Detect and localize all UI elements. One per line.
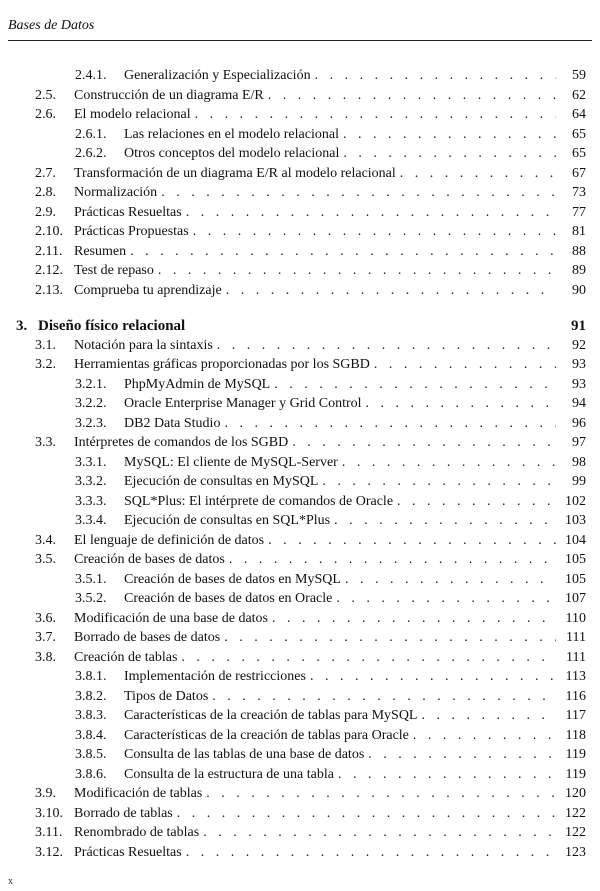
toc-entry-page: 111: [566, 650, 586, 665]
toc-entry: [35, 185, 586, 201]
toc-entry-number: 3.8.1.: [75, 669, 107, 684]
toc-entry-number: 3.4.: [35, 533, 56, 548]
toc-leader-dots: [274, 377, 556, 393]
toc-leader-dots: [374, 357, 556, 373]
toc-entry-number: 3.2.1.: [75, 377, 107, 392]
toc-entry: [35, 650, 586, 666]
toc-entry-title: Características de la creación de tablas para MySQL: [124, 708, 418, 723]
toc-entry-title: Creación de bases de datos en MySQL: [124, 572, 341, 587]
toc-leader-dots: [186, 845, 556, 861]
toc-entry: [35, 825, 586, 841]
toc-entry-number: 3.2.: [35, 357, 56, 372]
toc-entry-page: 118: [565, 728, 586, 743]
toc-entry-page: 98: [572, 455, 586, 470]
toc-entry-number: 3.6.: [35, 611, 56, 626]
page-footer-mark: x: [8, 876, 13, 887]
toc-entry-number: 3.3.: [35, 435, 56, 450]
toc-entry-page: 120: [565, 786, 586, 801]
toc-entry-page: 117: [565, 708, 586, 723]
toc-leader-dots: [338, 767, 556, 783]
toc-leader-dots: [226, 283, 556, 299]
toc-entry-page: 119: [565, 747, 586, 762]
toc-entry-page: 116: [565, 689, 586, 704]
toc-entry-page: 122: [565, 806, 586, 821]
toc-entry: [75, 767, 586, 783]
toc-entry-number: 2.8.: [35, 185, 56, 200]
toc-leader-dots: [195, 107, 556, 123]
toc-entry: [75, 669, 586, 685]
toc-entry-number: 3.3.1.: [75, 455, 107, 470]
toc-entry-title: Las relaciones en el modelo relacional: [124, 127, 339, 142]
toc-entry-page: 81: [572, 224, 586, 239]
toc-entry-title: Consulta de las tablas de una base de datos: [124, 747, 365, 762]
toc-leader-dots: [217, 338, 556, 354]
toc-leader-dots: [315, 68, 556, 84]
toc-entry-page: 99: [572, 474, 586, 489]
toc-leader-dots: [186, 205, 556, 221]
toc-entry-title: Ejecución de consultas en SQL*Plus: [124, 513, 331, 528]
toc-entry-title: El lenguaje de definición de datos: [74, 533, 265, 548]
toc-entry: [35, 786, 586, 802]
toc-entry: [75, 416, 586, 432]
toc-entry-number: 2.7.: [35, 166, 56, 181]
toc-leader-dots: [203, 825, 556, 841]
toc-entry-page: 93: [572, 377, 586, 392]
toc-entry-title: Creación de tablas: [74, 650, 178, 665]
toc-entry: [75, 377, 586, 393]
toc-entry-number: 3.9.: [35, 786, 56, 801]
toc-leader-dots: [206, 786, 556, 802]
toc-entry-title: Borrado de bases de datos: [74, 630, 221, 645]
toc-entry-page: 67: [572, 166, 586, 181]
toc-entry-page: 105: [565, 572, 586, 587]
toc-leader-dots: [366, 396, 556, 412]
toc-entry-number: 3.8.6.: [75, 767, 107, 782]
toc-entry-number: 3.8.: [35, 650, 56, 665]
toc-entry: [35, 283, 586, 299]
toc-entry-title: Modificación de tablas: [74, 786, 203, 801]
toc-entry-number: 3.5.2.: [75, 591, 107, 606]
toc-entry-title: Borrado de tablas: [74, 806, 173, 821]
toc-leader-dots: [336, 591, 556, 607]
toc-entry-number: 3.10.: [35, 806, 63, 821]
toc-entry-page: 94: [572, 396, 586, 411]
toc-entry-number: 3.12.: [35, 845, 63, 860]
running-head: Bases de Datos: [8, 18, 95, 33]
toc-leader-dots: [421, 708, 556, 724]
toc-entry: [35, 88, 586, 104]
toc-entry-page: 97: [572, 435, 586, 450]
toc-entry: [75, 494, 586, 510]
toc-entry-number: 2.6.2.: [75, 146, 107, 161]
toc-entry-number: 2.4.1.: [75, 68, 107, 83]
toc-entry-title: Prácticas Propuestas: [74, 224, 189, 239]
toc-entry: [35, 845, 586, 861]
toc-entry: [75, 474, 586, 490]
toc-entry-page: 96: [572, 416, 586, 431]
toc-entry-page: 62: [572, 88, 586, 103]
toc-entry-number: 3.5.1.: [75, 572, 107, 587]
toc-entry-page: 122: [565, 825, 586, 840]
toc-entry-title: El modelo relacional: [74, 107, 191, 122]
toc-entry: [35, 205, 586, 221]
toc-entry: [35, 244, 586, 260]
toc-entry: [35, 224, 586, 240]
toc-entry-number: 3.11.: [35, 825, 63, 840]
toc-entry-number: 2.13.: [35, 283, 63, 298]
toc-leader-dots: [268, 533, 556, 549]
toc-entry-page: 59: [572, 68, 586, 83]
toc-entry-page: 103: [565, 513, 586, 528]
toc-entry-title: Otros conceptos del modelo relacional: [124, 146, 340, 161]
toc-entry-number: 3.3.4.: [75, 513, 107, 528]
toc-entry: [75, 396, 586, 412]
toc-entry-page: 90: [572, 283, 586, 298]
toc-entry-title: Comprueba tu aprendizaje: [74, 283, 222, 298]
toc-entry-title: Transformación de un diagrama E/R al modelo relacional: [74, 166, 396, 181]
toc-entry-title: Oracle Enterprise Manager y Grid Control: [124, 396, 362, 411]
toc-leader-dots: [224, 416, 556, 432]
toc-leader-dots: [397, 494, 556, 510]
toc-entry: [75, 455, 586, 471]
toc-entry-number: 3.7.: [35, 630, 56, 645]
toc-entry-number: 3.3.3.: [75, 494, 107, 509]
toc-entry-title: Características de la creación de tablas para Oracle: [124, 728, 409, 743]
toc-entry-title: Normalización: [74, 185, 158, 200]
toc-entry: [35, 611, 586, 627]
toc-entry-page: 113: [565, 669, 586, 684]
toc-leader-dots: [272, 611, 556, 627]
toc-entry-title: Consulta de la estructura de una tabla: [124, 767, 334, 782]
toc-entry-title: Prácticas Resueltas: [74, 845, 182, 860]
toc-entry: [35, 806, 586, 822]
toc-entry: [75, 689, 586, 705]
toc-entry-number: 2.6.1.: [75, 127, 107, 142]
toc-entry-title: DB2 Data Studio: [124, 416, 221, 431]
toc-entry-number: 2.6.: [35, 107, 56, 122]
toc-entry-page: 77: [572, 205, 586, 220]
toc-entry-page: 93: [572, 357, 586, 372]
toc-entry-page: 88: [572, 244, 586, 259]
toc-entry-number: 2.9.: [35, 205, 56, 220]
toc-entry: [75, 68, 586, 84]
toc-entry-number: 3.8.2.: [75, 689, 107, 704]
toc-entry-title: Prácticas Resueltas: [74, 205, 182, 220]
toc-entry-number: 2.5.: [35, 88, 56, 103]
toc-entry: [75, 146, 586, 162]
toc-entry-title: Creación de bases de datos en Oracle: [124, 591, 333, 606]
toc-entry-number: 3.2.3.: [75, 416, 107, 431]
toc-entry-number: 3.8.5.: [75, 747, 107, 762]
toc-entry: [35, 435, 586, 451]
toc-entry-title: Modificación de una base de datos: [74, 611, 268, 626]
toc-entry-title: Tipos de Datos: [124, 689, 209, 704]
toc-leader-dots: [130, 244, 556, 260]
toc-entry-page: 111: [566, 630, 586, 645]
toc-entry-number: 3.8.4.: [75, 728, 107, 743]
toc-entry-page: 65: [572, 146, 586, 161]
toc-entry: [35, 107, 586, 123]
toc-entry-page: 65: [572, 127, 586, 142]
toc-entry-number: 3.8.3.: [75, 708, 107, 723]
toc-leader-dots: [158, 263, 556, 279]
toc-entry-page: 91: [571, 318, 586, 334]
toc-entry-page: 105: [565, 552, 586, 567]
toc-entry-title: Diseño físico relacional: [38, 318, 186, 334]
toc-entry: [35, 166, 586, 182]
toc-entry-title: Test de repaso: [74, 263, 154, 278]
toc-entry-number: 3.5.: [35, 552, 56, 567]
toc-leader-dots: [322, 474, 556, 490]
toc-entry-page: 92: [572, 338, 586, 353]
toc-entry: [35, 338, 586, 354]
toc-entry: [35, 533, 586, 549]
toc-entry: [35, 630, 586, 646]
toc-leader-dots: [268, 88, 556, 104]
toc-leader-dots: [343, 127, 556, 143]
toc-leader-dots: [345, 572, 556, 588]
toc-entry-page: 102: [565, 494, 586, 509]
toc-entry: [35, 357, 586, 373]
toc-leader-dots: [292, 435, 556, 451]
toc-entry-page: 73: [572, 185, 586, 200]
toc-chapter: [16, 318, 586, 334]
toc-entry-title: Herramientas gráficas proporcionadas por los SGBD: [74, 357, 370, 372]
toc-entry: [35, 552, 586, 568]
toc-entry: [75, 127, 586, 143]
toc-entry: [75, 513, 586, 529]
toc-entry-title: Ejecución de consultas en MySQL: [124, 474, 319, 489]
toc-entry-title: Construcción de un diagrama E/R: [74, 88, 264, 103]
toc-entry-title: SQL*Plus: El intérprete de comandos de Oracle: [124, 494, 394, 509]
toc-entry: [75, 747, 586, 763]
toc-leader-dots: [368, 747, 556, 763]
toc-leader-dots: [193, 224, 556, 240]
toc-leader-dots: [400, 166, 556, 182]
toc-leader-dots: [342, 455, 556, 471]
toc-entry-number: 2.11.: [35, 244, 63, 259]
toc-entry-title: Implementación de restricciones: [124, 669, 306, 684]
header-rule: [8, 40, 592, 41]
toc-entry-number: 3.1.: [35, 338, 56, 353]
toc-leader-dots: [343, 146, 556, 162]
toc-entry-page: 119: [565, 767, 586, 782]
toc-entry-title: Renombrado de tablas: [74, 825, 200, 840]
toc-entry-page: 104: [565, 533, 586, 548]
toc-entry-page: 110: [565, 611, 586, 626]
toc-entry-number: 2.12.: [35, 263, 63, 278]
toc-entry-page: 89: [572, 263, 586, 278]
toc-leader-dots: [177, 806, 556, 822]
toc-entry-number: 3.2.2.: [75, 396, 107, 411]
toc-entry: [75, 708, 586, 724]
toc-leader-dots: [161, 185, 556, 201]
toc-entry-page: 123: [565, 845, 586, 860]
toc-leader-dots: [181, 650, 556, 666]
toc-entry-number: 2.10.: [35, 224, 63, 239]
toc-entry-number: 3.: [16, 318, 28, 334]
toc-leader-dots: [224, 630, 556, 646]
toc-entry: [75, 728, 586, 744]
toc-entry-page: 107: [565, 591, 586, 606]
toc-leader-dots: [212, 689, 556, 705]
toc-entry-title: MySQL: El cliente de MySQL-Server: [124, 455, 338, 470]
toc-entry-title: PhpMyAdmin de MySQL: [124, 377, 271, 392]
toc-leader-dots: [229, 552, 556, 568]
toc-entry-title: Generalización y Especialización: [124, 68, 311, 83]
toc-leader-dots: [334, 513, 556, 529]
toc-entry-title: Notación para la sintaxis: [74, 338, 213, 353]
toc-entry-title: Creación de bases de datos: [74, 552, 225, 567]
toc-entry-title: Intérpretes de comandos de los SGBD: [74, 435, 289, 450]
toc-entry-number: 3.3.2.: [75, 474, 107, 489]
toc-entry-title: Resumen: [74, 244, 127, 259]
toc-entry: [75, 591, 586, 607]
toc-leader-dots: [310, 669, 556, 685]
toc-entry: [35, 263, 586, 279]
toc-leader-dots: [413, 728, 556, 744]
toc-entry: [75, 572, 586, 588]
toc-entry-page: 64: [572, 107, 586, 122]
